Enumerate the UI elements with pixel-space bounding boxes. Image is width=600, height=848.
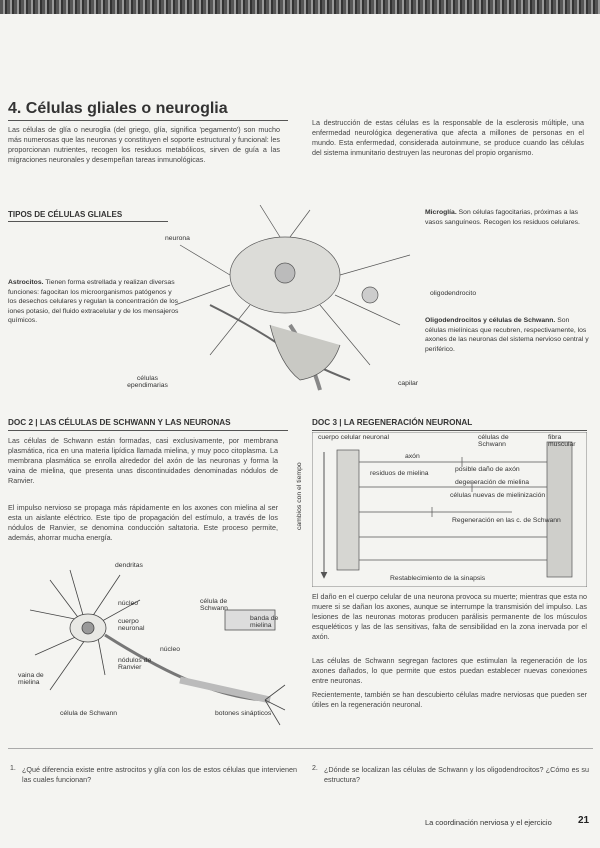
label-regeneracion: Regeneración en las c. de Schwann: [452, 517, 561, 524]
label-cuerpo-celular: cuerpo celular neuronal: [318, 434, 390, 441]
oligo-schwann-description: [425, 316, 590, 354]
doc3-title: DOC 3 | LA REGENERACIÓN NEURONAL: [312, 418, 473, 427]
question-1-number: 1.: [10, 765, 16, 772]
label-dendritas: dendritas: [115, 562, 143, 569]
intro-right-paragraph: La destrucción de estas células es la responsable de la esclerosis múltiple, una enfermedad neurológica degenerativa que afecta a millones de personas en el mundo. Esta enfermedad, considerada autoinmune, se produce cuando las células del sistema inmunitario destruyen las neuronas del propio organismo.: [312, 118, 584, 157]
doc2-paragraph-2: El impulso nervioso se propaga más rápidamente en los axones con mielina al ser esta un aislante eléctrico. Este tipo de propagación del estímulo, a través de los nódulos de Ranvier, se denomina conducción saltatoria. Este proceso permite, además, ahorrar mucha energía.: [8, 503, 278, 542]
label-botones-sinapticos: botones sinápticos: [215, 710, 272, 717]
question-2-number: 2.: [312, 765, 318, 772]
astrocitos-term: Astrocitos.: [8, 279, 44, 286]
label-residuos: residuos de mielina: [370, 470, 429, 477]
label-axon: axón: [405, 453, 420, 460]
label-restablecimiento: Restablecimiento de la sinapsis: [390, 575, 486, 582]
label-oligodendrocito: oligodendrocito: [430, 290, 477, 297]
label-posible-lesion: posible daño de axón: [455, 466, 520, 473]
oligo-schwann-term: Oligodendrocitos y células de Schwann.: [425, 317, 556, 324]
glial-cells-illustration: [170, 205, 420, 395]
label-celulas-schwann: células de Schwann: [478, 434, 509, 448]
label-nodulos-ranvier: nódulos de Ranvier: [118, 657, 152, 671]
label-celula-schwann-bottom: célula de Schwann: [60, 710, 118, 717]
label-nucleo-neurona: núcleo: [118, 600, 139, 607]
label-nucleo-schwann: núcleo: [160, 646, 181, 653]
top-decorative-band: [0, 0, 600, 14]
footer-chapter-title: La coordinación nerviosa y el ejercicio: [425, 818, 552, 827]
label-vaina-mielina: vaina de mielina: [18, 672, 44, 686]
label-eje-tiempo: cambios con el tiempo: [296, 462, 303, 530]
doc2-title: DOC 2 | LAS CÉLULAS DE SCHWANN Y LAS NEURONAS: [8, 418, 231, 427]
label-neurona: neurona: [165, 235, 190, 242]
label-mielina-degenerada: degeneración de mielina: [455, 479, 530, 486]
label-tejido: células nuevas de mielinización: [450, 492, 546, 499]
regeneration-illustration: [312, 432, 587, 587]
schwann-neuron-illustration: [10, 560, 290, 730]
doc2-paragraph-1: Las células de Schwann están formadas, casi exclusivamente, por membrana plasmática, rica en una materia lipídica llamada mielina, y muy poco citoplasma. La membrana plasmática se enrolla alrededor del axón de las neuronas y forma la vaina de mielina, que presenta unas discontinuidades denominadas nódulos de Ranvier.: [8, 436, 278, 485]
doc3-rule: [312, 430, 587, 431]
doc2-rule: [8, 430, 288, 431]
microglia-text: Son células fagocitarias, próximas a las vasos sanguíneos. Recogen los residuos celulares.: [425, 209, 580, 226]
doc3-paragraph-3: Recientemente, también se han descubierto células madre nerviosas que pueden ser útiles en la regeneración neuronal.: [312, 690, 587, 709]
doc3-paragraph-2: Las células de Schwann segregan factores que estimulan la regeneración de los axones dañados, lo que permite que estos puedan establecer nuevas conexiones entre neuronas.: [312, 656, 587, 685]
title-rule: [8, 120, 288, 121]
astrocitos-description: [8, 278, 180, 326]
heading-rule: [8, 221, 168, 222]
label-cuerpo-neuronal: cuerpo neuronal: [118, 618, 145, 632]
label-capilar: capilar: [398, 380, 419, 387]
label-celula-schwann-top: célula de Schwann: [200, 598, 228, 612]
glial-types-heading: TIPOS DE CÉLULAS GLIALES: [8, 210, 123, 219]
questions-rule: [8, 748, 593, 749]
doc3-paragraph-1: El daño en el cuerpo celular de una neurona provoca su muerte; mientras que esta no muere si se dañan los axones, aunque se interrumpe la transmisión del impulso. Las lesiones de las neuronas motoras producen parálisis permanente de los músculos esqueléticos y las de las sensitivas, falta de sensibilidad en la zona inervada por el axón.: [312, 592, 587, 641]
page-number: 21: [578, 815, 590, 826]
label-ependimarias: células ependimarias: [127, 375, 168, 389]
label-banda-mielina: banda de mielina: [250, 615, 279, 629]
question-1-text: ¿Qué diferencia existe entre astrocitos y glía con los de estos células que intervienen las cuales funcionan?: [22, 765, 297, 784]
intro-left-paragraph: Las células de glía o neuroglia (del griego, glía, significa 'pegamento') son mucho más numerosas que las neuronas y constituyen el soporte estructural y funcional: les proporcionan nutrientes, recogen los residuos metabólicos, sirven de guía a las migraciones neuronales y desempeñan tareas inmunológicas.: [8, 125, 280, 164]
question-2-text: ¿Dónde se localizan las células de Schwann y los oligodendrocitos? ¿Cómo es su estructura?: [324, 765, 589, 784]
astrocitos-text: Tienen forma estrellada y realizan diversas funciones: fagocitan los microorganismos patógenos y los desechos celulares y regulan la concentración de los iones potasio, del fluido extracelular y de los mensajeros químicos.: [8, 279, 179, 324]
microglia-description: [425, 208, 590, 227]
section-title: 4. Células gliales o neuroglia: [8, 100, 228, 117]
oligo-schwann-text: Son células mielínicas que recubren, respectivamente, los axones de las neuronas del sistema nervioso central y periférico.: [425, 317, 589, 353]
label-fibra-muscular: fibra muscular: [548, 434, 576, 448]
microglia-term: Microglía.: [425, 209, 457, 216]
